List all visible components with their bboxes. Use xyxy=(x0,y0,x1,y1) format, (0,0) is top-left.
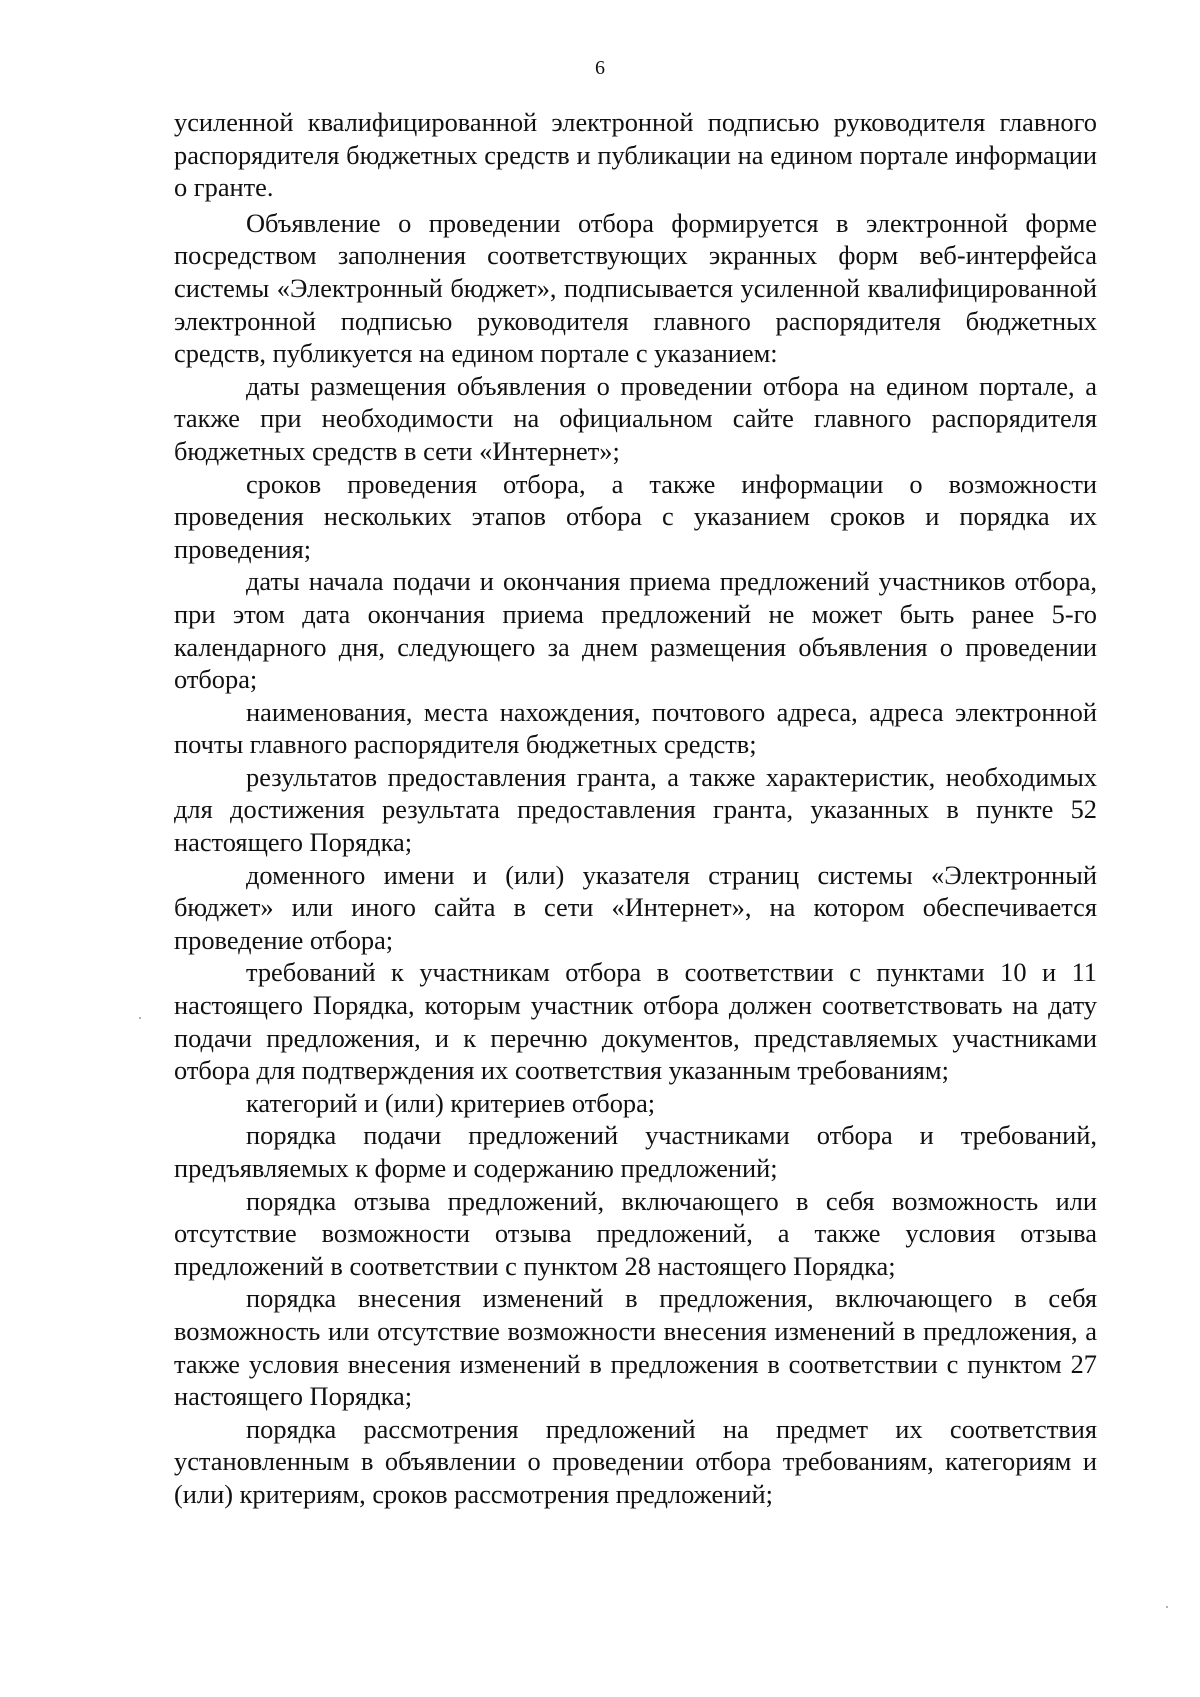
list-item-domain-name: доменного имени и (или) указателя страниц системы «Электронный бюджет» или иного сайта в сети «Интернет», на котором обеспечивается проведение отбора; xyxy=(174,859,1097,955)
list-item-categories-criteria: категорий и (или) критериев отбора; xyxy=(246,1087,656,1118)
list-item-submission-dates: даты начала подачи и окончания приема предложений участников отбора, при этом дата окончания приема предложений не может быть ранее 5-го календарного дня, следующего за днем размещения объявления о проведении отбора; xyxy=(174,566,1097,695)
list-item-submission-procedure: порядка подачи предложений участниками отбора и требований, предъявляемых к форме и содержанию предложений; xyxy=(174,1120,1097,1183)
list-item-participant-requirements: требований к участникам отбора в соответствии с пунктами 10 и 11 настоящего Порядка, которым участник отбора должен соответствовать на дату подачи предложения, и к перечню документов, представляемых участниками отбора для подтверждения их соответствия указанным требованиям; xyxy=(174,957,1097,1086)
list-item-distributor-details: наименования, места нахождения, почтового адреса, адреса электронной почты главного распорядителя бюджетных средств; xyxy=(174,696,1097,760)
list-item-placement-date: даты размещения объявления о проведении отбора на едином портале, а также при необходимости на официальном сайте главного распорядителя бюджетных средств в сети «Интернет»; xyxy=(174,370,1097,466)
paragraph-continuation: усиленной квалифицированной электронной подписью руководителя главного распорядителя бюджетных средств и публикации на едином портале информации о гранте. xyxy=(174,107,1097,203)
document-body xyxy=(174,106,1097,1511)
scan-speck xyxy=(1166,1606,1168,1608)
list-item-review-procedure: порядка рассмотрения предложений на предмет их соответствия установленным в объявлении о проведении отбора требованиям, категориям и (или) критериям, сроков рассмотрения предложений; xyxy=(174,1413,1097,1509)
scan-speck xyxy=(139,1017,141,1019)
paragraph-announcement-intro: Объявление о проведении отбора формируется в электронной форме посредством заполнения соответствующих экранных форм веб-интерфейса системы «Электронный бюджет», подписывается усиленной квалифицированной электронной подписью руководителя главного распорядителя бюджетных средств, публикуется на едином портале с указанием: xyxy=(174,207,1097,369)
list-item-grant-results: результатов предоставления гранта, а также характеристик, необходимых для достижения результата предоставления гранта, указанных в пункте 52 настоящего Порядка; xyxy=(174,761,1097,858)
list-item-selection-terms: сроков проведения отбора, а также информации о возможности проведения нескольких этапов отбора с указанием сроков и порядка их проведения; xyxy=(174,468,1097,564)
list-item-withdrawal-procedure: порядка отзыва предложений, включающего в себя возможность или отсутствие возможности отзыва предложений, а также условия отзыва предложений в соответствии с пунктом 28 настоящего Порядка; xyxy=(174,1185,1097,1281)
list-item-amendment-procedure: порядка внесения изменений в предложения, включающего в себя возможность или отсутствие возможности внесения изменений в предложения, а также условия внесения изменений в предложения в соответствии с пунктом 27 настоящего Порядка; xyxy=(174,1283,1097,1412)
page-number: 6 xyxy=(595,57,605,79)
